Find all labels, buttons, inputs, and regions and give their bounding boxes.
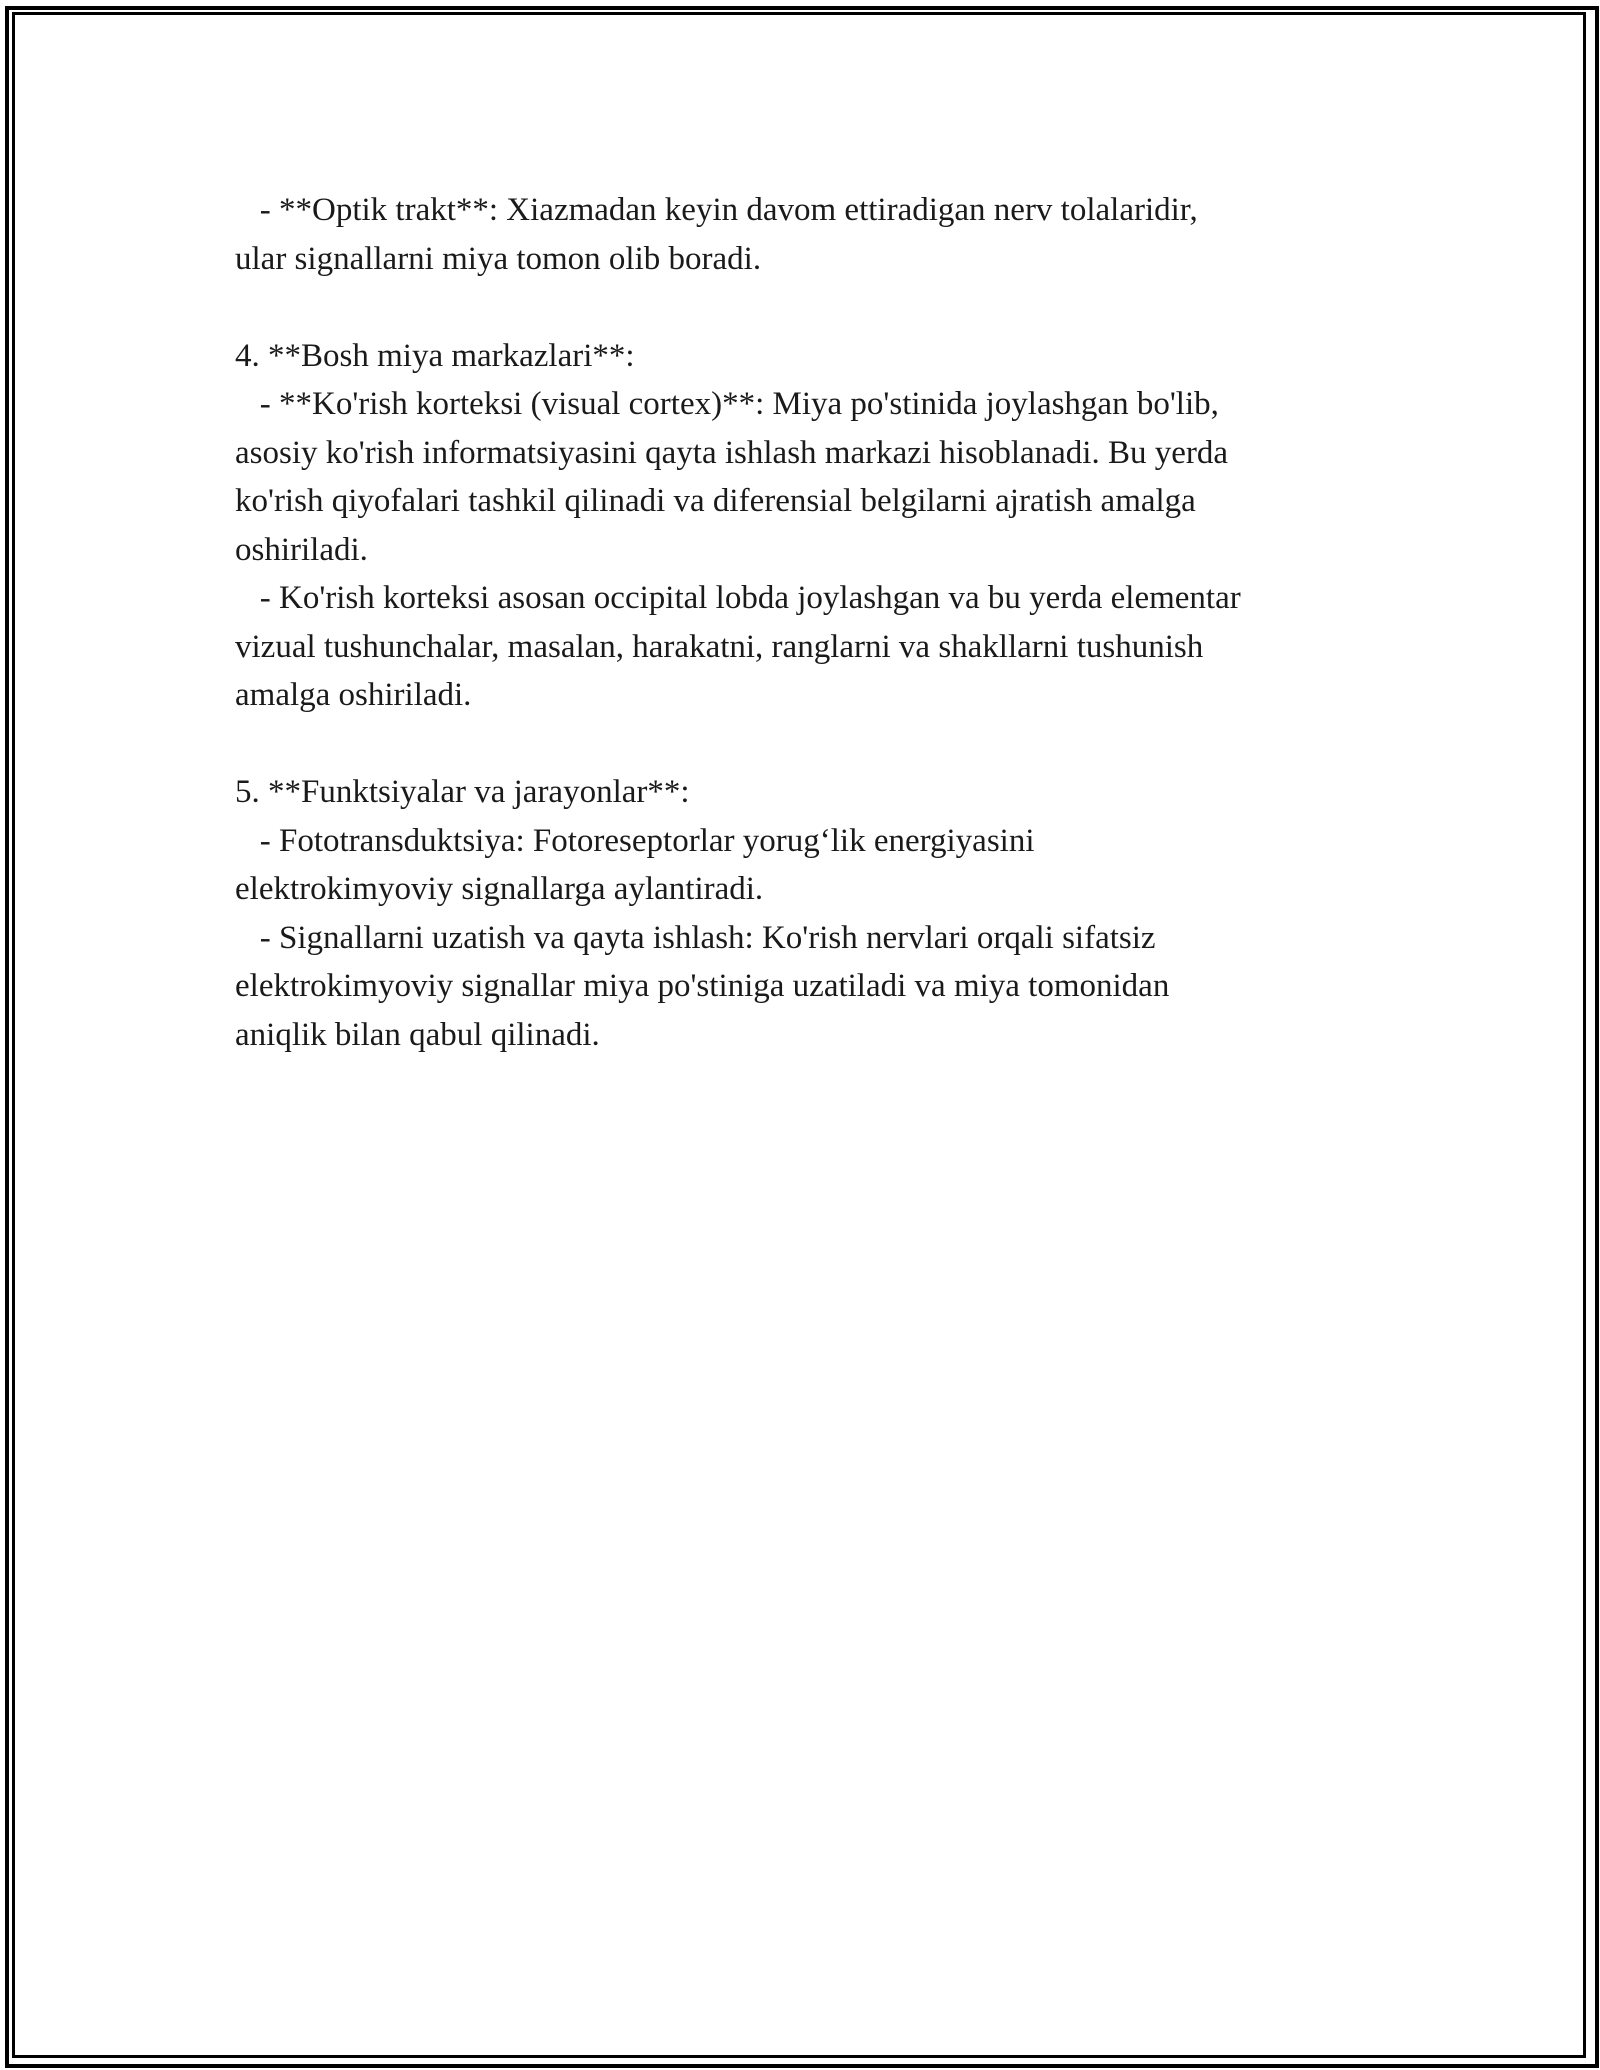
text-line: amalga oshiriladi.: [235, 677, 472, 713]
text-line: ular signallarni miya tomon olib boradi.: [235, 240, 762, 277]
text-line: elektrokimyoviy signallar miya po'stiniga uzatiladi va miya tomonidan: [235, 968, 1170, 1004]
text-line: - **Optik trakt**: Xiazmadan keyin davom ettiradigan nerv tolalaridir,: [235, 192, 1198, 228]
document-body: [235, 186, 1365, 1059]
text-line: vizual tushunchalar, masalan, harakatni, ranglarni va shakllarni tushunish: [235, 628, 1204, 665]
text-line: - Fototransduktsiya: Fotoreseptorlar yorug‘lik energiyasini: [235, 822, 1035, 859]
text-line: ko'rish qiyofalari tashkil qilinadi va diferensial belgilarni ajratish amalga: [235, 483, 1196, 519]
blank-line: [235, 283, 1365, 332]
text-line: - Ko'rish korteksi asosan occipital lobda joylashgan va bu yerda elementar: [235, 580, 1241, 616]
section-heading: 4. **Bosh miya markazlari**:: [235, 337, 635, 374]
text-line: aniqlik bilan qabul qilinadi.: [235, 1016, 600, 1053]
text-line: - Signallarni uzatish va qayta ishlash: Ko'rish nervlari orqali sifatsiz: [235, 919, 1156, 956]
text-line: - **Ko'rish korteksi (visual cortex)**: Miya po'stinida joylashgan bo'lib,: [235, 386, 1219, 422]
text-line: oshiriladi.: [235, 531, 368, 568]
blank-line: [235, 720, 1365, 769]
text-line: asosiy ko'rish informatsiyasini qayta ishlash markazi hisoblanadi. Bu yerda: [235, 434, 1228, 471]
section-heading: 5. **Funktsiyalar va jarayonlar**:: [235, 774, 690, 810]
text-line: elektrokimyoviy signallarga aylantiradi.: [235, 871, 764, 907]
